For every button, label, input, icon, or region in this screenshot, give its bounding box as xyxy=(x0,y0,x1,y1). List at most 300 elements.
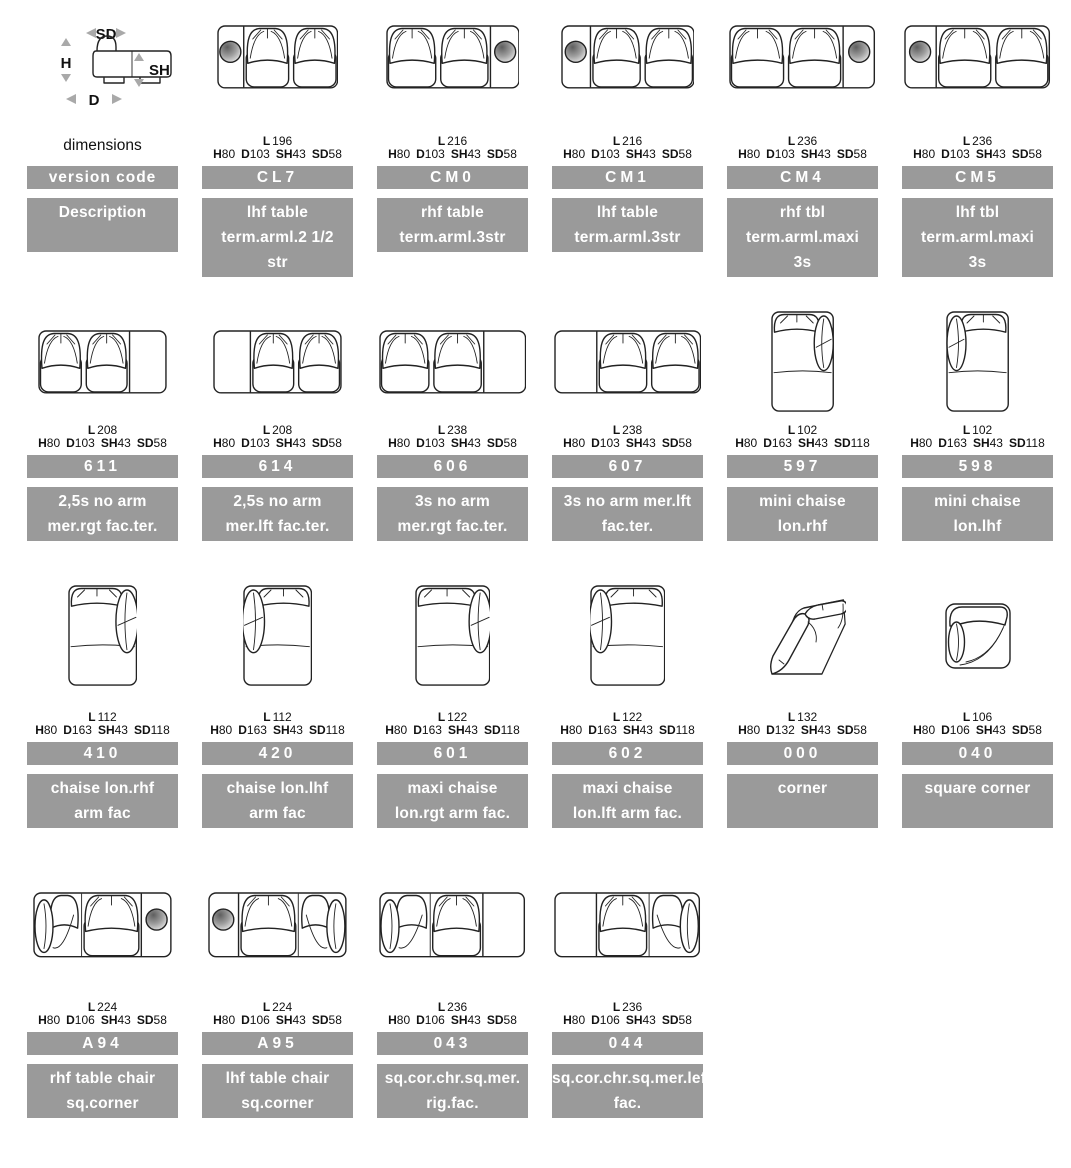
version-code-badge: 597 xyxy=(727,455,878,478)
dim-label: SD xyxy=(136,1013,154,1027)
dim-value: 43 xyxy=(989,436,1003,450)
description-line: lhf table xyxy=(596,204,659,221)
description-line: fac.ter. xyxy=(601,518,654,535)
dim-value: 80 xyxy=(571,1013,586,1027)
version-code-badge: 607 xyxy=(552,455,703,478)
module-diagram xyxy=(552,561,703,711)
dim-label: H xyxy=(560,723,569,737)
dim-label: L xyxy=(263,710,271,724)
dim-label: L xyxy=(787,710,796,724)
dim-pair xyxy=(451,436,481,450)
dim-label: H xyxy=(38,1013,47,1027)
description-badge xyxy=(552,198,703,252)
dim-value: 118 xyxy=(500,723,520,737)
description-line: lhf table xyxy=(246,204,309,221)
dim-value: 102 xyxy=(972,423,993,437)
dim-value: 236 xyxy=(622,1000,643,1014)
module-diagram xyxy=(727,300,878,424)
module-dimensions xyxy=(727,711,878,737)
dim-pair xyxy=(38,436,60,450)
description-badge xyxy=(377,1064,528,1118)
description-line: 3s no arm mer.lft xyxy=(563,493,692,510)
armrest-bolster xyxy=(948,622,964,662)
dim-label: H xyxy=(910,436,919,450)
module-dimensions xyxy=(902,711,1053,737)
dim-pair xyxy=(238,723,267,737)
description-line: 2,5s no arm xyxy=(233,493,322,510)
dim-value: 58 xyxy=(328,1013,342,1027)
dim-pair xyxy=(35,723,57,737)
dim-value: 80 xyxy=(396,147,411,161)
module-diagram xyxy=(377,25,528,135)
dim-value: 103 xyxy=(599,436,620,450)
dim-label: H xyxy=(38,436,47,450)
dim-label: L xyxy=(437,423,446,437)
version-code-badge: CM4 xyxy=(727,166,878,189)
dim-label: SH xyxy=(100,436,118,450)
dim-value: 132 xyxy=(774,723,795,737)
description-badge xyxy=(902,198,1053,277)
armrest-bolster xyxy=(327,900,345,953)
dim-pair xyxy=(487,147,517,161)
module-cell xyxy=(27,300,178,541)
module-diagram-svg xyxy=(945,603,1011,669)
catalog-row-2 xyxy=(27,300,1053,541)
dim-label: SD xyxy=(136,436,154,450)
dim-pair xyxy=(312,436,342,450)
dim-label: L xyxy=(437,710,446,724)
dim-pair xyxy=(738,723,760,737)
module-diagram xyxy=(202,25,353,135)
description-line: term.arml.maxi xyxy=(745,229,860,246)
dim-label: D xyxy=(941,723,950,737)
dim-label: SH xyxy=(275,1013,293,1027)
description-badge xyxy=(727,487,878,541)
module-dimensions xyxy=(27,424,178,450)
dim-pair xyxy=(798,436,828,450)
version-code-badge: A95 xyxy=(202,1032,353,1055)
dim-label: SD xyxy=(661,147,679,161)
dim-value: 80 xyxy=(221,147,236,161)
dim-label: H xyxy=(35,723,44,737)
module-diagram xyxy=(202,886,353,1001)
description-line: corner xyxy=(777,780,828,797)
module-dimensions xyxy=(377,135,528,161)
dim-value: 103 xyxy=(949,147,970,161)
dim-pair xyxy=(623,723,653,737)
module-diagram xyxy=(27,886,178,1001)
module-cell xyxy=(202,561,353,828)
sd-label: SD xyxy=(95,26,116,43)
dim-pair xyxy=(766,147,795,161)
dim-label: H xyxy=(738,723,747,737)
dim-label: SD xyxy=(658,723,676,737)
dim-value: 43 xyxy=(642,147,656,161)
dim-label: SD xyxy=(1011,147,1029,161)
dim-label: L xyxy=(88,710,96,724)
module-cell xyxy=(902,561,1053,828)
dim-value: 80 xyxy=(918,436,933,450)
table-ball-icon xyxy=(213,909,234,930)
description-line: mer.rgt fac.ter. xyxy=(397,518,508,535)
dim-pair xyxy=(276,1013,306,1027)
dimensions-line-2 xyxy=(552,437,703,450)
dim-label: D xyxy=(591,147,600,161)
dim-pair xyxy=(1012,723,1042,737)
description-line: mini chaise xyxy=(934,493,1021,510)
dim-value: 236 xyxy=(797,134,818,148)
dim-pair xyxy=(137,1013,167,1027)
module-dimensions xyxy=(377,1001,528,1027)
module-dimensions xyxy=(202,711,353,737)
description-line: square corner xyxy=(924,780,1031,797)
dim-label: SH xyxy=(800,147,818,161)
dim-value: 236 xyxy=(447,1000,468,1014)
module-dimensions xyxy=(552,1001,703,1027)
dim-pair xyxy=(938,436,967,450)
dim-pair xyxy=(588,723,617,737)
dim-value: 58 xyxy=(328,147,342,161)
module-diagram xyxy=(377,886,528,1001)
module-diagram xyxy=(727,561,878,711)
dim-value: 106 xyxy=(74,1013,95,1027)
description-line: str xyxy=(267,254,288,271)
dim-label: SD xyxy=(133,723,151,737)
dim-value: 80 xyxy=(921,723,936,737)
dim-pair xyxy=(134,723,170,737)
module-diagram-svg xyxy=(415,585,491,686)
dim-value: 208 xyxy=(272,423,293,437)
dim-label: SH xyxy=(975,147,993,161)
backrest-cushion xyxy=(397,896,427,929)
dim-label: SD xyxy=(1008,436,1026,450)
armrest-bolster xyxy=(681,900,699,953)
h-arrow-down-icon xyxy=(61,74,71,82)
dim-label: H xyxy=(388,147,397,161)
dim-pair xyxy=(101,1013,131,1027)
dim-pair xyxy=(416,147,445,161)
dim-label: SD xyxy=(1011,723,1029,737)
dim-pair xyxy=(1009,436,1045,450)
module-diagram-svg xyxy=(217,25,339,89)
dim-pair xyxy=(276,436,306,450)
module-diagram-svg xyxy=(379,892,525,958)
description-line: sq.corner xyxy=(241,1095,314,1112)
catalog-row-4 xyxy=(27,886,1053,1118)
dim-label: D xyxy=(238,723,247,737)
description-line: maxi chaise xyxy=(582,780,673,797)
dim-value: 236 xyxy=(972,134,993,148)
description-badge xyxy=(552,487,703,541)
module-diagram xyxy=(552,886,703,1001)
module-dimensions xyxy=(552,711,703,737)
description-badge xyxy=(202,1064,353,1118)
module-dimensions xyxy=(902,135,1053,161)
dim-value: 43 xyxy=(817,723,831,737)
dim-value: 80 xyxy=(43,723,58,737)
dim-value: 163 xyxy=(421,723,442,737)
dim-label: L xyxy=(87,423,96,437)
description-line: lon.rgt arm fac. xyxy=(394,805,511,822)
dimensions-line-2 xyxy=(552,148,703,161)
h-label: H xyxy=(60,55,71,72)
dim-value: 58 xyxy=(1028,147,1042,161)
table-ball-icon xyxy=(494,41,515,62)
dim-value: 80 xyxy=(218,723,233,737)
dim-label: D xyxy=(416,147,425,161)
dimensions-line-2 xyxy=(902,148,1053,161)
dim-label: SH xyxy=(275,147,293,161)
dim-value: 102 xyxy=(797,423,818,437)
dim-value: 43 xyxy=(814,436,828,450)
dim-label: D xyxy=(416,1013,425,1027)
description-line: fac. xyxy=(613,1095,642,1112)
dim-pair xyxy=(484,723,520,737)
dim-value: 80 xyxy=(571,147,586,161)
dim-label: SD xyxy=(483,723,501,737)
version-code-badge: 614 xyxy=(202,455,353,478)
backrest-cushion xyxy=(653,896,683,929)
version-code-badge: 602 xyxy=(552,742,703,765)
dim-label: SD xyxy=(486,1013,504,1027)
description-line: sq.cor.chr.sq.mer.left xyxy=(552,1070,712,1087)
dim-pair xyxy=(448,723,478,737)
dim-pair xyxy=(413,723,442,737)
module-diagram-svg xyxy=(554,892,700,958)
dim-label: D xyxy=(63,723,72,737)
dim-label: SD xyxy=(486,147,504,161)
dim-value: 118 xyxy=(325,723,345,737)
d-label: D xyxy=(88,92,99,109)
module-cell xyxy=(377,300,528,541)
description-line: sq.cor.chr.sq.mer. xyxy=(384,1070,521,1087)
module-diagram-svg xyxy=(561,25,695,89)
dim-pair xyxy=(941,147,970,161)
dim-pair xyxy=(63,723,92,737)
module-diagram-svg xyxy=(68,585,137,686)
dim-value: 103 xyxy=(424,147,445,161)
description-badge xyxy=(727,774,878,828)
dim-pair xyxy=(1012,147,1042,161)
dim-value: 224 xyxy=(97,1000,118,1014)
dim-label: SH xyxy=(447,723,465,737)
dim-pair xyxy=(837,723,867,737)
dim-label: H xyxy=(913,147,922,161)
dim-label: L xyxy=(262,134,271,148)
d-arrow-right-icon xyxy=(112,94,122,104)
catalog-row-1 xyxy=(27,25,1053,277)
dim-label: H xyxy=(738,147,747,161)
description-line: rig.fac. xyxy=(426,1095,479,1112)
dim-value: 43 xyxy=(292,147,306,161)
dim-pair xyxy=(241,147,270,161)
dim-pair xyxy=(312,1013,342,1027)
dim-pair xyxy=(626,1013,656,1027)
dim-value: 43 xyxy=(117,1013,131,1027)
dim-label: L xyxy=(437,134,446,148)
version-code-badge: A94 xyxy=(27,1032,178,1055)
dim-label: H xyxy=(913,723,922,737)
dim-pair xyxy=(38,1013,60,1027)
module-diagram-svg xyxy=(208,892,347,958)
dim-pair xyxy=(735,436,757,450)
dim-label: H xyxy=(210,723,219,737)
dim-value: 103 xyxy=(774,147,795,161)
sd-arrow-right-icon xyxy=(116,28,126,38)
dim-value: 238 xyxy=(447,423,468,437)
module-dimensions xyxy=(27,1001,178,1027)
description-line: mer.lft fac.ter. xyxy=(225,518,330,535)
dimensions-line-2 xyxy=(27,437,178,450)
module-diagram xyxy=(27,561,178,711)
dim-pair xyxy=(834,436,870,450)
module-diagram xyxy=(552,300,703,424)
dim-label: H xyxy=(563,147,572,161)
description-line: lhf table chair xyxy=(225,1070,330,1087)
description-line: lon.lft arm fac. xyxy=(572,805,683,822)
dim-label: H xyxy=(735,436,744,450)
module-cell xyxy=(902,25,1053,277)
dim-pair xyxy=(662,147,692,161)
version-code-badge: 410 xyxy=(27,742,178,765)
dim-value: 80 xyxy=(396,436,411,450)
dim-value: 118 xyxy=(1025,436,1045,450)
dim-value: 58 xyxy=(503,1013,517,1027)
module-diagram xyxy=(902,25,1053,135)
description-badge xyxy=(27,487,178,541)
dim-label: L xyxy=(612,423,621,437)
dim-pair xyxy=(241,436,270,450)
dim-value: 43 xyxy=(639,723,653,737)
dim-value: 43 xyxy=(467,147,481,161)
description-badge xyxy=(552,1064,712,1118)
dim-pair xyxy=(659,723,695,737)
module-cell xyxy=(377,25,528,252)
version-code-badge: 611 xyxy=(27,455,178,478)
dim-label: L xyxy=(437,1000,446,1014)
sofa-leg-left xyxy=(104,78,124,83)
dim-value: 58 xyxy=(328,436,342,450)
dim-value: 43 xyxy=(464,723,478,737)
dim-value: 43 xyxy=(642,436,656,450)
dim-label: D xyxy=(763,436,772,450)
dim-pair xyxy=(241,1013,270,1027)
module-diagram-svg xyxy=(590,585,666,686)
dim-pair xyxy=(98,723,128,737)
description-badge xyxy=(202,198,353,277)
description-line: 3s xyxy=(793,254,812,271)
dimensions-line-2 xyxy=(727,724,878,737)
dim-label: SH xyxy=(450,147,468,161)
dim-label: SH xyxy=(972,436,990,450)
dimensions-line-2 xyxy=(202,148,353,161)
dim-label: SH xyxy=(800,723,818,737)
dim-label: D xyxy=(591,436,600,450)
dim-value: 43 xyxy=(992,723,1006,737)
dim-pair xyxy=(941,723,970,737)
dim-pair xyxy=(910,436,932,450)
dim-pair xyxy=(451,1013,481,1027)
dim-label: SD xyxy=(311,436,329,450)
dim-label: D xyxy=(66,436,75,450)
dim-value: 43 xyxy=(292,1013,306,1027)
dimensions-label: dimensions xyxy=(63,137,142,154)
dim-pair xyxy=(662,1013,692,1027)
dimensions-line-2 xyxy=(552,724,703,737)
dim-pair xyxy=(388,147,410,161)
dim-value: 43 xyxy=(467,1013,481,1027)
module-diagram xyxy=(377,561,528,711)
dim-value: 58 xyxy=(853,147,867,161)
dim-pair xyxy=(662,436,692,450)
description-badge xyxy=(27,1064,178,1118)
sh-label: SH xyxy=(148,62,170,79)
dim-label: L xyxy=(262,423,271,437)
dimensions-line-2 xyxy=(27,1014,178,1027)
dim-label: SH xyxy=(97,723,115,737)
dim-pair xyxy=(213,1013,235,1027)
description-badge xyxy=(27,774,178,828)
dim-pair xyxy=(763,436,792,450)
dim-label: H xyxy=(213,147,222,161)
dim-label: D xyxy=(941,147,950,161)
dim-value: 80 xyxy=(568,723,583,737)
dim-value: 80 xyxy=(921,147,936,161)
module-dimensions xyxy=(552,424,703,450)
dim-pair xyxy=(388,1013,410,1027)
description-badge xyxy=(552,774,703,828)
dimensions-line-2 xyxy=(902,724,1053,737)
h-arrow-up-icon xyxy=(61,38,71,46)
dim-label: SH xyxy=(797,436,815,450)
dim-label: D xyxy=(766,723,775,737)
dim-value: 43 xyxy=(817,147,831,161)
dim-value: 196 xyxy=(272,134,293,148)
description-line: rhf table xyxy=(421,204,484,221)
module-diagram-svg xyxy=(379,330,527,394)
dim-value: 163 xyxy=(946,436,967,450)
dim-value: 43 xyxy=(289,723,303,737)
dim-label: SD xyxy=(486,436,504,450)
dim-pair xyxy=(801,723,831,737)
dim-label: SH xyxy=(622,723,640,737)
dim-value: 103 xyxy=(424,436,445,450)
dim-pair xyxy=(626,436,656,450)
description-line: term.arml.3str xyxy=(574,229,681,246)
table-ball-icon xyxy=(910,41,931,62)
version-code-badge: CM0 xyxy=(377,166,528,189)
dim-pair xyxy=(837,147,867,161)
dim-value: 118 xyxy=(150,723,170,737)
dim-value: 208 xyxy=(97,423,118,437)
module-cell xyxy=(552,300,703,541)
dim-label: D xyxy=(241,1013,250,1027)
dim-value: 118 xyxy=(675,723,695,737)
dim-label: L xyxy=(962,134,971,148)
dim-pair xyxy=(101,436,131,450)
dim-value: 80 xyxy=(746,723,761,737)
dim-value: 106 xyxy=(424,1013,445,1027)
description-line: chaise lon.lhf xyxy=(226,780,329,797)
description-line: term.arml.2 1/2 xyxy=(221,229,334,246)
description-line: term.arml.3str xyxy=(399,229,506,246)
dim-label: SD xyxy=(311,1013,329,1027)
dim-label: L xyxy=(787,134,796,148)
version-code-badge: 040 xyxy=(902,742,1053,765)
module-dimensions xyxy=(727,424,878,450)
dim-label: D xyxy=(938,436,947,450)
dim-label: L xyxy=(262,1000,271,1014)
